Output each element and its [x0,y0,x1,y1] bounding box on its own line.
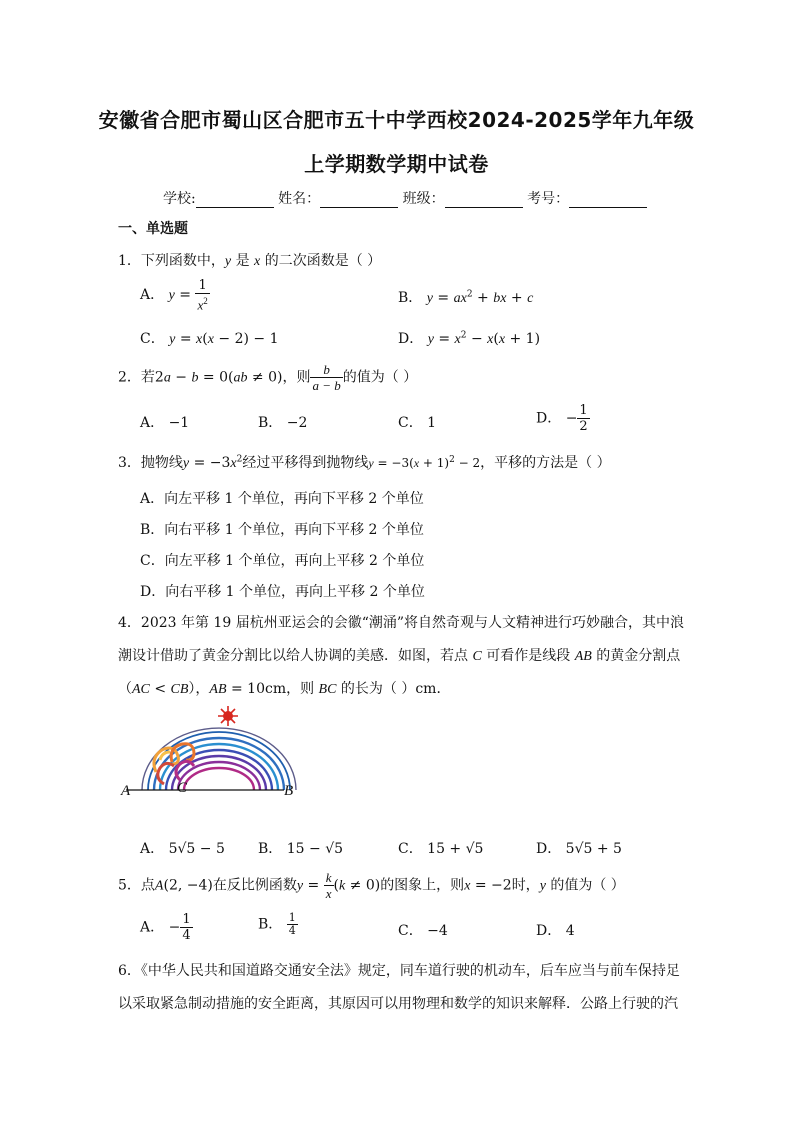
q4-option-d[interactable]: D． 5√5 + 5 [536,841,622,857]
q2-stem-text: 的值为（ ） [342,369,418,386]
q3-stem-text: ，平移的方法是（ ） [480,455,611,471]
q5-stem-text: 时， [511,877,540,894]
option-label: B． [258,841,283,857]
name-blank[interactable] [320,193,398,208]
sun-icon [218,706,238,726]
option-label: B． [258,916,283,933]
q6-line1: 6．《中华人民共和国道路交通安全法》规定，同车道行驶的机动车，后车应当与前车保持足 [118,963,680,979]
q1-option-c[interactable]: C． y = x(x − 2) − 1 [140,331,279,347]
q3-stem: 3．抛物线$y = -3x^2$经过平移得到抛物线$y = -3(x + 1)^2 - 2$，平移的方法是（ ） [118,454,611,471]
q2-option-d[interactable]: D． − $\frac{1}{2}$ [536,403,588,434]
point-a-label: A [121,783,131,799]
section-heading: 一、单选题 [118,221,188,237]
q4-option-a[interactable]: A． 5√5 − 5 [140,841,225,857]
emblem-figure [114,702,304,802]
q4-text: ． [436,681,451,697]
option-label: D． [536,841,562,857]
exam-number-blank[interactable] [569,193,647,208]
name-label: 姓名： [278,191,321,207]
option-value: −2 [286,415,308,431]
option-value: −4 [427,923,448,939]
student-info-line [163,188,647,208]
point-c-label: C [177,780,188,796]
q1-option-b[interactable]: B． $y = ax^2$ + bx + c [398,289,534,306]
q3-option-b[interactable]: B．向右平移 1 个单位，再向下平移 2 个单位 [140,522,424,538]
option-label: D． [398,331,424,347]
q5-option-a[interactable]: A． − $\frac{1}{4}$ [140,912,191,943]
q4-line1: 4．2023 年第 19 届杭州亚运会的会徽“潮涌”将自然奇观与人文精神进行巧妙融合，其中浪 [118,615,685,631]
q5-stem: 5．点A(2, −4)在反比例函数y = $\frac{k}{x}$ (k ≠ 0)的图象上，则x = −2时，y 的值为（ ） [118,870,625,901]
option-label: B． [398,290,423,306]
q3-option-c[interactable]: C．向左平移 1 个单位，再向上平移 2 个单位 [140,553,425,569]
q5-option-c[interactable] [398,920,448,940]
q6-line2: 以采取紧急制动措施的安全距离，其原因可以用物理和数学的知识来解释．公路上行驶的汽 [118,996,678,1012]
class-label: 班级： [402,191,445,207]
option-label: C． [398,841,423,857]
q5-option-d[interactable] [536,920,575,940]
q5-stem-text: 在反比例函数 [212,877,297,894]
option-label: A． [140,415,165,431]
q1-option-a[interactable]: A． y = $\frac{1}{x^2}$ [140,278,208,313]
q5-stem-text: 5．点 [118,877,155,894]
q4-text: ）， [188,681,210,697]
q4-text: 潮设计借助了黄金分割比以给人协调的美感．如图，若点 [118,648,473,664]
q4-text: （ [118,681,132,697]
q1-stem-text: 的二次函数是（ ） [260,253,382,269]
option-label: A． [140,919,165,936]
q2-stem-text: ，则 [282,369,311,386]
exam-number-label: 考号： [527,191,570,207]
option-value: 1 [427,415,437,431]
q1-stem-text: 1．下列函数中， [118,253,225,269]
q3-stem-text: 经过平移得到抛物线 [242,455,369,471]
q1-option-d[interactable]: D． $y = x^2 - x(x + 1)$ [398,330,541,347]
option-value: 4 [565,923,575,939]
option-value: − [565,410,578,427]
q4-text: 可看作是线段 [481,648,575,664]
option-value: −1 [168,415,190,431]
q1-stem: 1．下列函数中，y 是 x 的二次函数是（ ） [118,253,382,269]
q4-text: ，则 [286,681,319,697]
q3-stem-text: 3．抛物线 [118,455,183,471]
q4-option-c[interactable]: C． 15 + √5 [398,841,484,857]
school-label: 学校: [163,191,196,207]
q4-text: 的长为（ ） [336,681,416,697]
q3-option-d[interactable]: D．向右平移 1 个单位，再向上平移 2 个单位 [140,584,425,600]
q2-option-b[interactable] [258,412,307,432]
q2-stem-text: 2．若 [118,369,155,386]
option-label: A． [140,287,165,304]
option-label: B． [258,415,283,431]
q1-stem-text: 是 [231,253,255,269]
q4-line3: （AC < CB），AB = 10cm，则 BC 的长为（ ）cm． [118,681,451,697]
q5-stem-text: 的图象上，则 [380,877,465,894]
q4-line2: 潮设计借助了黄金分割比以给人协调的美感．如图，若点 C 可看作是线段 AB 的黄金分割点 [118,648,681,664]
page-title-line1: 安徽省合肥市蜀山区合肥市五十中学西校2024-2025学年九年级 [98,108,695,132]
option-label: D． [536,923,562,939]
class-blank[interactable] [445,193,523,208]
q4-text: 的黄金分割点 [591,648,681,664]
wave-arcs [142,728,296,790]
option-label: C． [398,923,423,939]
school-blank[interactable] [196,193,274,208]
q5-stem-text: 的值为（ ） [545,877,625,894]
q5-option-b[interactable]: B． $\frac{1}{4}$ [258,911,296,937]
q2-option-a[interactable] [140,412,189,432]
q2-stem: 2．若2a − b = 0(ab ≠ 0)，则 $\frac{b}{a - b}$ 的值为（ ） [118,362,418,393]
option-label: A． [140,841,165,857]
q3-option-a[interactable]: A．向左平移 1 个单位，再向下平移 2 个单位 [140,491,424,507]
point-b-label: B [284,783,294,799]
option-label: D． [536,410,562,427]
option-label: C． [140,331,165,347]
q2-option-c[interactable] [398,412,436,432]
page-title-line2: 上学期数学期中试卷 [304,152,489,176]
q4-option-b[interactable]: B． 15 − √5 [258,841,344,857]
option-label: C． [398,415,423,431]
